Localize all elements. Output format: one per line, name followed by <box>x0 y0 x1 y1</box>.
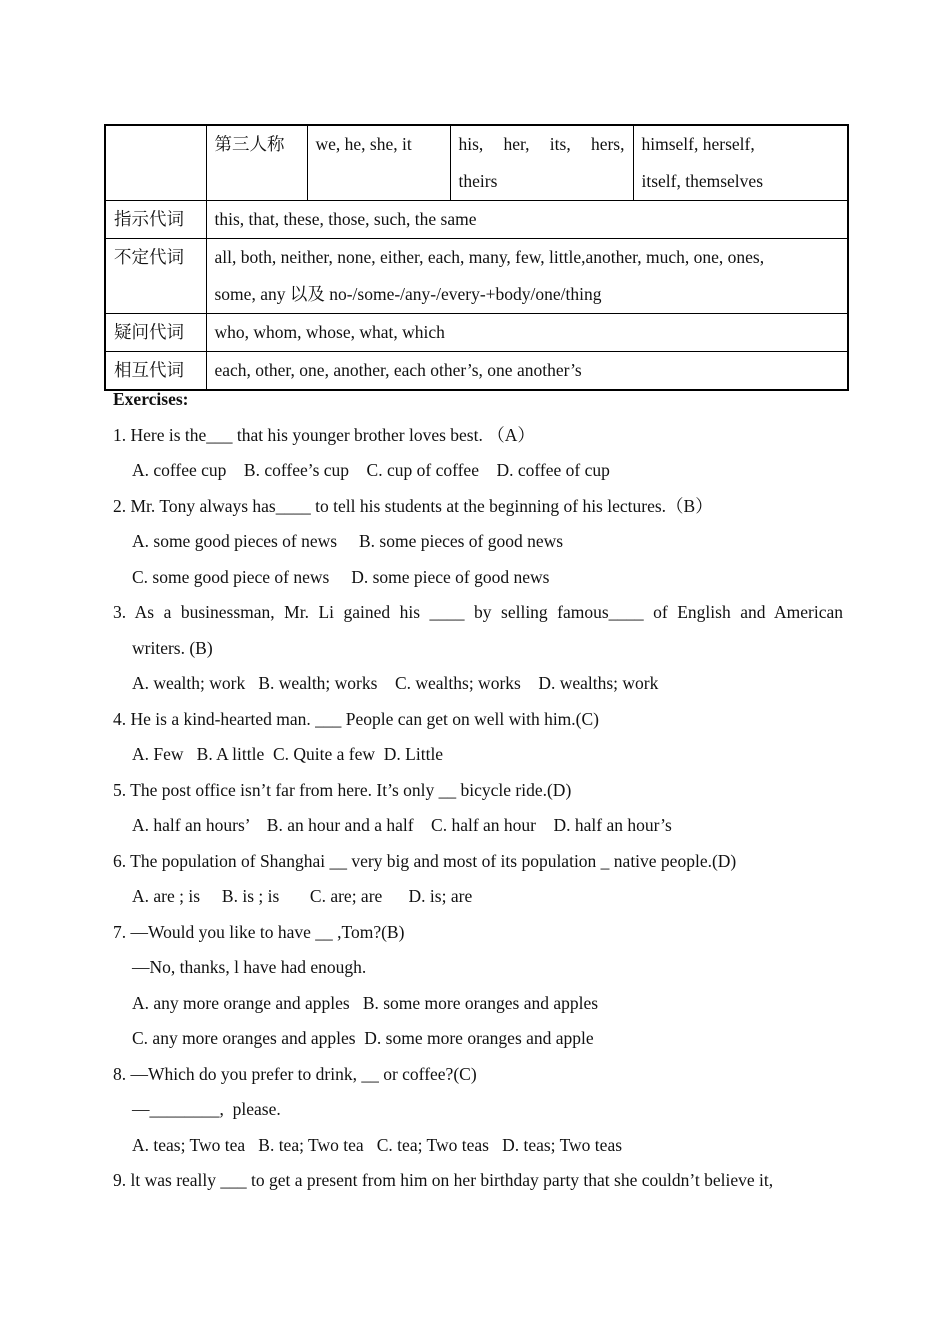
table-cell-demonstrative-label: 指示代词 <box>105 201 206 239</box>
question-7: 7. —Would you like to have __ ,Tom?(B) <box>113 921 405 942</box>
table-row-indefinite <box>105 239 848 314</box>
table-cell-indefinite-label: 不定代词 <box>105 239 206 314</box>
table-cell-interrogative-value: who, whom, whose, what, which <box>206 314 848 352</box>
question-1-options: A. coffee cup B. coffee’s cup C. cup of coffee D. coffee of cup <box>132 460 610 480</box>
question-3-options: A. wealth; work B. wealth; works C. wealths; works D. wealths; work <box>132 673 659 693</box>
question-3-continued: writers. (B) <box>132 637 213 658</box>
table-cell-reciprocal-value: each, other, one, another, each other’s, one another’s <box>206 352 848 391</box>
pronoun-table <box>104 124 849 391</box>
exercises-heading: Exercises: <box>113 389 189 409</box>
question-6-options: A. are ; is B. is ; is C. are; are D. is; are <box>132 886 473 906</box>
exercises-section <box>113 382 843 1199</box>
question-2-options-cd: C. some good piece of news D. some piece of good news <box>132 566 550 587</box>
question-7-options-cd: C. any more oranges and apples D. some more oranges and apple <box>132 1028 594 1048</box>
question-8: 8. —Which do you prefer to drink, __ or coffee?(C) <box>113 1063 477 1084</box>
table-cell-indefinite-value <box>206 239 848 314</box>
table-cell-interrogative-label: 疑问代词 <box>105 314 206 352</box>
table-cell-demonstrative-value: this, that, these, those, such, the same <box>206 201 848 239</box>
question-7-options-ab: A. any more orange and apples B. some more oranges and apples <box>132 992 599 1013</box>
table-cell-reciprocal-label: 相互代词 <box>105 352 206 391</box>
question-9: 9. lt was really ___ to get a present from him on her birthday party that she couldn’t believe it, <box>113 1170 774 1190</box>
possessive-line-1: his, her, its, hers, <box>458 134 625 154</box>
question-7-dialogue: —No, thanks, l have had enough. <box>132 957 367 977</box>
table-row-interrogative <box>105 314 848 352</box>
table-cell-subject-pronouns: we, he, she, it <box>307 125 450 201</box>
table-cell-possessive-pronouns <box>450 125 633 201</box>
table-cell-empty <box>105 125 206 201</box>
table-cell-third-person-label: 第三人称 <box>206 125 307 201</box>
question-1: 1. Here is the___ that his younger brother loves best. （A） <box>113 424 535 445</box>
question-5-options: A. half an hours’ B. an hour and a half C. half an hour D. half an hour’s <box>132 815 672 835</box>
question-2: 2. Mr. Tony always has____ to tell his students at the beginning of his lectures.（B） <box>113 495 713 516</box>
question-4-options: A. Few B. A little C. Quite a few D. Little <box>132 744 444 764</box>
indefinite-line-2: some, any 以及 no-/some-/any-/every-+body/one/thing <box>214 284 602 304</box>
question-4: 4. He is a kind-hearted man. ___ People can get on well with him.(C) <box>113 708 599 729</box>
question-5: 5. The post office isn’t far from here. It’s only __ bicycle ride.(D) <box>113 779 572 800</box>
question-6: 6. The population of Shanghai __ very big and most of its population _ native people.(D) <box>113 850 737 871</box>
indefinite-line-1: all, both, neither, none, either, each, many, few, little,another, much, one, ones, <box>214 247 765 267</box>
question-8-dialogue: —________, please. <box>132 1099 281 1119</box>
question-2-options-ab: A. some good pieces of news B. some pieces of good news <box>132 531 564 551</box>
reflexive-line-1: himself, herself, <box>641 134 755 154</box>
table-row-demonstrative <box>105 201 848 239</box>
table-row-third-person <box>105 125 848 201</box>
question-3: 3. As a businessman, Mr. Li gained his ____ by selling famous____ of English and American <box>113 602 843 622</box>
possessive-line-2: theirs <box>458 171 498 191</box>
question-8-options: A. teas; Two tea B. tea; Two tea C. tea; Two teas D. teas; Two teas <box>132 1134 623 1155</box>
table-cell-reflexive-pronouns <box>633 125 848 201</box>
reflexive-line-2: itself, themselves <box>641 171 764 191</box>
